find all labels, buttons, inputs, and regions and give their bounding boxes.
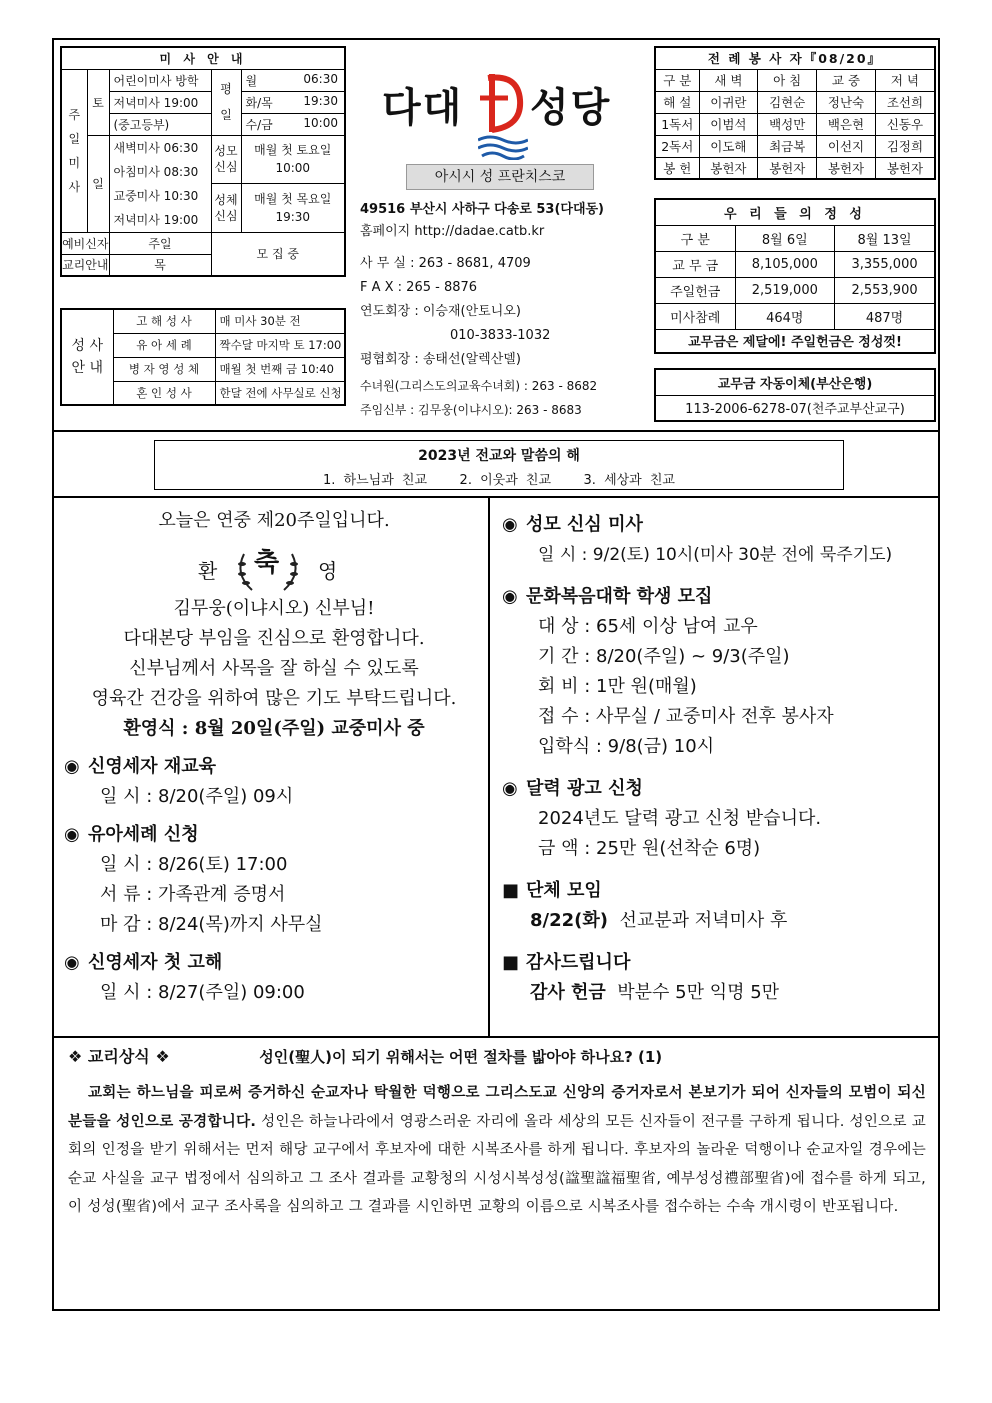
table-row: 1독서 이범석 백성만 백은현 신동우 (655, 113, 935, 135)
lay-president: 연도회장 : 이승재(안토니오) (360, 304, 521, 319)
mass-schedule-table (60, 46, 346, 277)
offering-header: 8월 6일 (735, 225, 835, 251)
today-sunday: 오늘은 연중 제20주일입니다. (158, 510, 390, 531)
sacrament-name: 고 해 성 사 (113, 309, 215, 333)
logo-emblem-icon (478, 70, 528, 160)
lay-president-phone: 010-3833-1032 (450, 328, 551, 343)
offering-title: 우 리 들 의 정 성 (655, 199, 935, 225)
patron-saint: 아시시 성 프란치스코 (406, 164, 594, 190)
liturgy-servers-table (654, 46, 936, 180)
eucharist-label: 성체 신심 (211, 183, 241, 232)
doctrine-heading: ❖ 교리상식 ❖ 성인(聖人)이 되기 위해서는 어떤 절차를 밟아야 하나요? (1) (68, 1047, 663, 1066)
notice-heading: ■ 단체 모임 (502, 880, 602, 901)
saturday-label: 토 (87, 69, 109, 135)
notice-line: 8/22(화) 선교분과 저녁미사 후 (530, 910, 788, 931)
catechumen-value: 주일 (109, 232, 211, 254)
church-address: 49516 부산시 사하구 다송로 53(다대동) (360, 202, 605, 217)
notice-line: 입학식 : 9/8(금) 10시 (538, 736, 715, 757)
marian-label: 성모 신심 (211, 135, 241, 183)
sacrament-table (60, 308, 346, 406)
notice-line: 2024년도 달력 광고 신청 받습니다. (538, 808, 822, 829)
table-row: 봉 헌 봉헌자 봉헌자 봉헌자 봉헌자 (655, 157, 935, 179)
servers-header: 아 침 (758, 69, 817, 91)
welcome-char-center: 축 (254, 548, 280, 578)
servers-header: 새 벽 (699, 69, 758, 91)
sacrament-value: 한달 전에 사무실로 신청 (215, 381, 345, 405)
autopay-title: 교무금 자동이체(부산은행) (655, 369, 935, 395)
sacrament-value: 짝수달 마지막 토 17:00 (215, 333, 345, 357)
bulletin-frame (52, 38, 940, 1311)
column-divider (488, 496, 490, 1036)
sacrament-value: 매 미사 30분 전 (215, 309, 345, 333)
saturday-item: 저녁미사 19:00 (109, 91, 211, 113)
doctrine-section (68, 1044, 926, 1222)
offering-table (654, 198, 936, 354)
notice-heading: ◉ 달력 광고 신청 (502, 778, 643, 799)
offering-note: 교무금은 제달에! 주일헌금은 정성껏! (655, 329, 935, 353)
welcome-event: 환영식 : 8월 20일(주일) 교중미사 중 (123, 718, 425, 739)
recruiting-status: 모 집 중 (211, 232, 345, 276)
notice-heading: ◉ 성모 신심 미사 (502, 514, 643, 535)
convent-phone: 수녀원(그리스도의교육수녀회) : 263 - 8682 (360, 379, 598, 393)
right-column (502, 496, 934, 1036)
welcome-char-right: 영 (318, 559, 338, 583)
council-president: 평협회장 : 송태선(알렉산델) (360, 352, 521, 367)
doctrine-class-label: 교리안내 (61, 254, 109, 276)
eucharist-value: 매월 첫 목요일 19:30 (241, 183, 345, 232)
notice-line: 일 시 : 8/27(주일) 09:00 (100, 982, 305, 1003)
table-row: 2독서 이도해 최금복 이선지 김정희 (655, 135, 935, 157)
weekday-label: 평 일 (211, 69, 241, 135)
servers-header: 교 중 (817, 69, 876, 91)
welcome-char-left: 환 (198, 559, 218, 583)
welcome-line: 영육간 건강을 위하여 많은 기도 부탁드립니다. (91, 688, 457, 709)
church-name-part1: 다대 (382, 85, 464, 131)
sunday-mass-list: 새벽미사 06:30 아침미사 08:30 교중미사 10:30 저녁미사 19:00 (109, 135, 211, 232)
sacrament-label: 성 사 안 내 (61, 309, 113, 405)
left-column (64, 496, 484, 1036)
notice-line: 일 시 : 9/2(토) 10시(미사 30분 전에 묵주기도) (538, 545, 893, 565)
notice-heading: ◉ 문화복음대학 학생 모집 (502, 586, 713, 607)
sacrament-name: 병 자 영 성 체 (113, 357, 215, 381)
year-theme-title: 2023년 전교와 말씀의 해 (418, 448, 580, 464)
divider (54, 1036, 938, 1038)
welcome-emblem (64, 544, 484, 594)
notice-line: 기 간 : 8/20(주일) ~ 9/3(주일) (538, 646, 790, 667)
weekday-item: 월 06:30 (241, 69, 345, 91)
sacrament-name: 유 아 세 례 (113, 333, 215, 357)
notice-line: 마 감 : 8/24(목)까지 사무실 (100, 914, 323, 935)
offering-header: 8월 13일 (835, 225, 935, 251)
offering-header: 구 분 (655, 225, 735, 251)
notice-line: 서 류 : 가족관계 증명서 (100, 884, 286, 905)
autopay-table (654, 368, 936, 422)
notice-line: 감사 헌금 박분수 5만 익명 5만 (530, 982, 780, 1003)
church-name-part2: 성당 (530, 85, 612, 131)
fax-number: F A X : 265 - 8876 (360, 280, 478, 295)
office-phone: 사 무 실 : 263 - 8681, 4709 (360, 256, 531, 271)
notice-line: 회 비 : 1만 원(매월) (538, 676, 697, 697)
pastor-info: 주임신부 : 김무웅(이냐시오): 263 - 8683 (360, 403, 582, 417)
year-theme-banner (154, 440, 844, 490)
sunday-mass-label: 주 일 미 사 (61, 69, 87, 232)
welcome-line: 다대본당 부임을 진심으로 환영합니다. (123, 628, 425, 649)
table-row: 미사참례 464명 487명 (655, 303, 935, 329)
autopay-account: 113-2006-6278-07(천주교부산교구) (655, 395, 935, 421)
doctrine-class-value: 목 (109, 254, 211, 276)
servers-header: 저 녁 (875, 69, 935, 91)
mass-title: 미 사 안 내 (61, 47, 345, 69)
saturday-item: 어린이미사 방학 (109, 69, 211, 91)
divider (54, 430, 938, 432)
notice-heading: ■ 감사드립니다 (502, 952, 631, 973)
sacrament-name: 혼 인 성 사 (113, 381, 215, 405)
notice-line: 대 상 : 65세 이상 남여 교우 (538, 616, 758, 637)
notice-line: 금 액 : 25만 원(선착순 6명) (538, 838, 761, 859)
year-theme-items: 1. 하느님과 친교 2. 이웃과 친교 3. 세상과 친교 (323, 473, 675, 488)
notice-heading: ◉ 유아세례 신청 (64, 824, 199, 845)
sunday-day-label: 일 (87, 135, 109, 232)
weekday-item: 수/금 10:00 (241, 113, 345, 135)
notice-line: 일 시 : 8/20(주일) 09시 (100, 786, 294, 807)
welcome-line: 김무웅(이냐시오) 신부님! (173, 598, 375, 619)
servers-title: 전 례 봉 사 자『08/20』 (655, 47, 935, 69)
weekday-item: 화/목 19:30 (241, 91, 345, 113)
table-row: 교 무 금 8,105,000 3,355,000 (655, 251, 935, 277)
doctrine-question: 성인(聖人)이 되기 위해서는 어떤 절차를 밟아야 하나요? (1) (259, 1048, 663, 1066)
notice-heading: ◉ 신영세자 첫 고해 (64, 952, 223, 973)
table-row: 주일헌금 2,519,000 2,553,900 (655, 277, 935, 303)
notice-line: 일 시 : 8/26(토) 17:00 (100, 854, 288, 875)
notice-line: 접 수 : 사무실 / 교중미사 전후 봉사자 (538, 706, 834, 727)
notice-heading: ◉ 신영세자 재교육 (64, 756, 216, 777)
table-row: 해 설 이귀란 김현순 정난숙 조선희 (655, 91, 935, 113)
servers-header: 구 분 (655, 69, 699, 91)
sacrament-value: 매월 첫 번째 금 10:40 (215, 357, 345, 381)
saturday-item: (중고등부) (109, 113, 211, 135)
welcome-line: 신부님께서 사목을 잘 하실 수 있도록 (129, 658, 419, 679)
church-homepage: 홈페이지 http://dadae.catb.kr (360, 224, 545, 239)
catechumen-label: 예비신자 (61, 232, 109, 254)
doctrine-body: 교회는 하느님을 피로써 증거하신 순교자나 탁월한 덕행으로 그리스도교 신앙의 증거자로서 본보기가 되어 신자들의 모범이 되신 분들을 성인으로 공경합니다. 성인은 하늘나라에서 영광스러운 자리에 올라 세상의 모든 신자들이 전구를 구하게 됩니다. 성인으로 교회의 인정을 받기 위해서는 먼저 해당 교구에서 후보자에 대한 시복조사를 하게 됩니다. 후보자의 놀라운 덕행이나 순교자일 경우에는 순교 사실을 교구 법정에서 심의하고 그 조사 결과를 교황청의 시성시복성성(諡聖諡福聖省, 예부성성禮部聖省)에 접수를 하게 되고, 이 성성(聖省)에서 교구 조사록을 심의하고 그 결과를 시인하면 교황의 이름으로 시복조사를 접수하는 수속 개시령이 반포됩니다. (68, 1085, 926, 1215)
marian-value: 매월 첫 토요일 10:00 (241, 135, 345, 183)
